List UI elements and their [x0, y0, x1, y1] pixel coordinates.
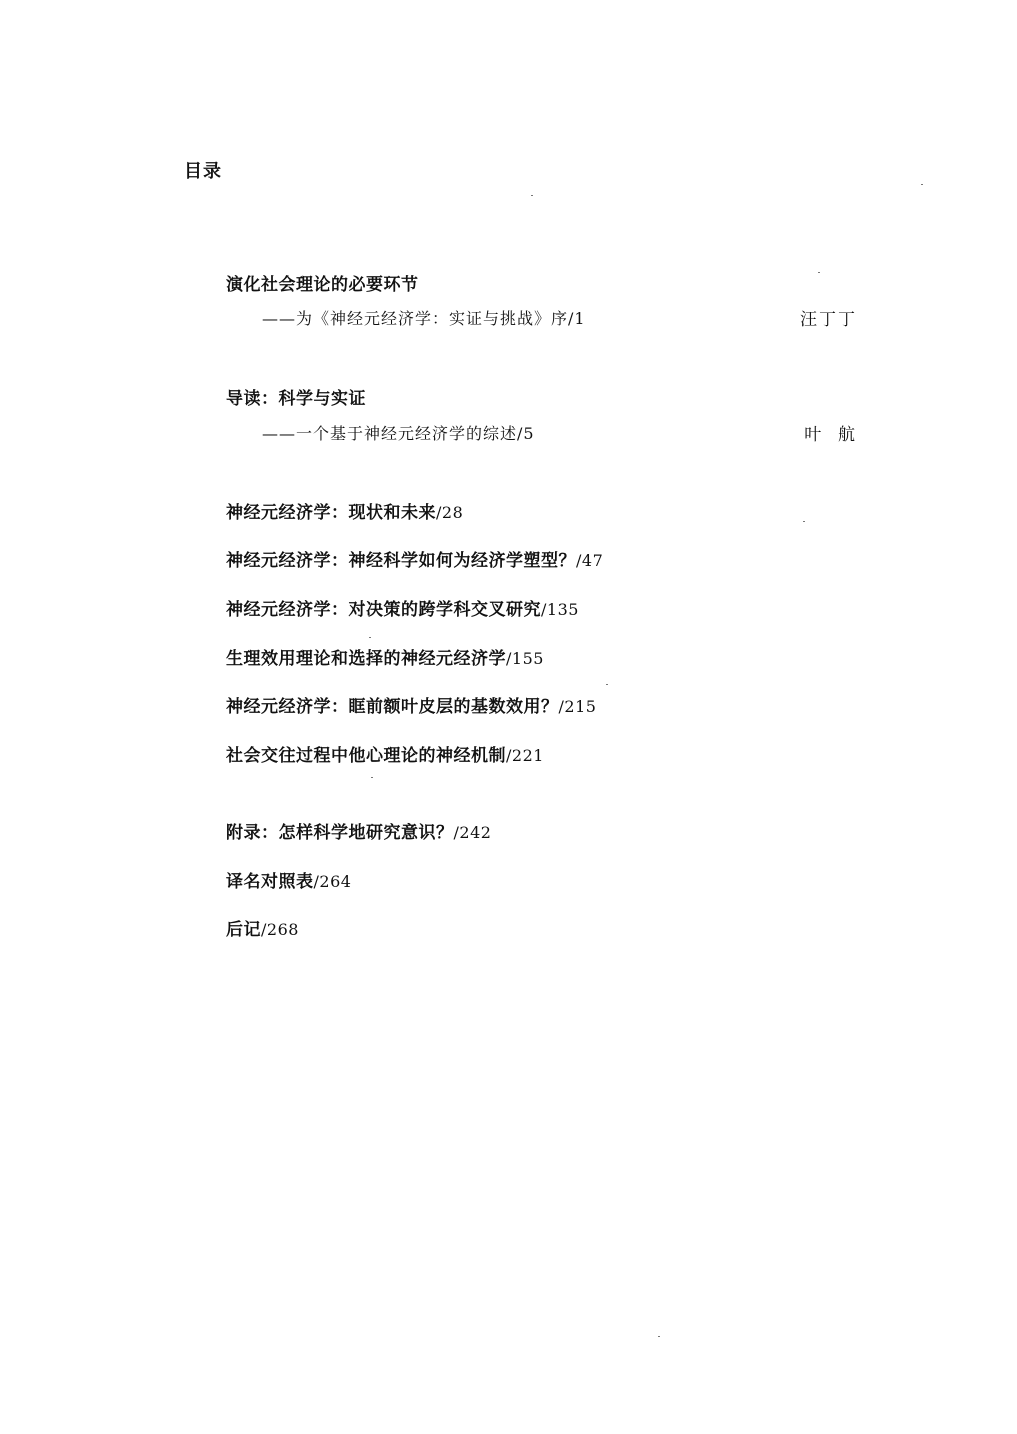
- toc-entry-page: /221: [506, 746, 544, 765]
- toc-entry: [226, 644, 544, 669]
- scan-speck: [531, 195, 533, 196]
- toc-entry: [226, 741, 544, 766]
- scan-speck: [371, 777, 373, 778]
- scan-speck: [921, 184, 923, 185]
- toc-entry-title: 神经元经济学：眶前额叶皮层的基数效用？: [226, 697, 559, 717]
- toc-entry-page: /47: [576, 551, 604, 570]
- toc-entry-title: 演化社会理论的必要环节: [226, 275, 419, 295]
- toc-entry-page: /215: [558, 697, 597, 716]
- toc-entry-subtitle: ——一个基于神经元经济学的综述/5: [262, 424, 535, 443]
- toc-entry: [226, 546, 603, 571]
- scan-speck: [803, 521, 805, 522]
- toc-entry: [226, 498, 463, 523]
- toc-entry: [226, 915, 299, 940]
- toc-entry-title: 生理效用理论和选择的神经元经济学: [226, 649, 506, 669]
- toc-entry-page: /264: [313, 872, 352, 891]
- toc-entry-title: 神经元经济学：对决策的跨学科交叉研究: [226, 600, 541, 620]
- toc-entry: [226, 818, 491, 843]
- toc-entry-title: 后记: [226, 920, 261, 940]
- toc-entry-page: /28: [436, 503, 464, 522]
- scan-speck: [658, 1336, 660, 1337]
- toc-entry: [226, 595, 579, 620]
- toc-entry-author: 汪丁丁: [800, 310, 857, 330]
- toc-entry-page: /155: [506, 649, 544, 668]
- toc-entry-author: 叶 航: [804, 425, 857, 445]
- scan-speck: [818, 272, 820, 273]
- scan-speck: [369, 637, 371, 638]
- toc-entry-title: 译名对照表: [226, 872, 314, 892]
- toc-entry-title: 神经元经济学：神经科学如何为经济学塑型？: [226, 551, 576, 571]
- toc-entry-title: 附录：怎样科学地研究意识？: [226, 823, 454, 843]
- toc-entry-page: /242: [453, 823, 492, 842]
- toc-entry-title: 神经元经济学：现状和未来: [226, 503, 436, 523]
- toc-entry-title: 导读：科学与实证: [226, 389, 366, 409]
- toc-entry: [226, 692, 596, 717]
- toc-entry-page: /135: [541, 600, 579, 619]
- toc-entry-title: 社会交往过程中他心理论的神经机制: [226, 746, 506, 766]
- toc-heading: 目录: [184, 161, 222, 182]
- toc-entry: [226, 867, 351, 892]
- toc-entry-page: /268: [261, 920, 299, 939]
- scan-speck: [606, 684, 608, 685]
- toc-entry-subtitle: ——为《神经元经济学：实证与挑战》序/1: [262, 309, 586, 328]
